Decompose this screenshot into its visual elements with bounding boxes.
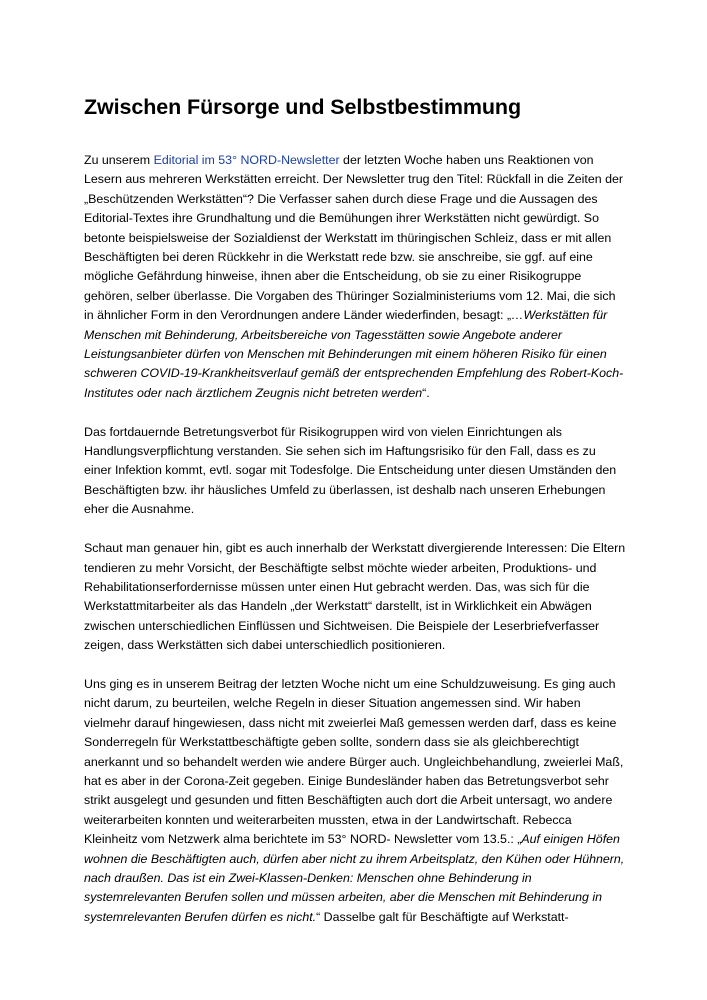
paragraph-1-intro: Zu unserem xyxy=(84,153,154,167)
page-title: Zwischen Fürsorge und Selbstbestimmung xyxy=(84,95,522,119)
paragraph-1-end: “. xyxy=(422,385,430,400)
paragraph-4-text: Uns ging es in unserem Beitrag der letzten Woche nicht um eine Schuldzuweisung. Es ging auch nicht darum, zu beurteilen, welche Regeln in dieser Situation angemessen sind. Wir haben vielmehr darauf hingewiesen, dass nicht mit zweierlei Maß gemessen werden darf, dass es keine Sonderregeln für Werkstattbeschäftigte geben sollte, sondern dass sie als gleichberechtigt anerkannt und so behandelt werden wie andere Bürger auch. Ungleichbehandlung, zweierlei Maß, hat es aber in der Corona-Zeit gegeben. Einige Bundesländer haben das Betretungsverbot sehr strikt ausgelegt und gesunden und fitten Beschäftigten auch dort die Arbeit untersagt, wo andere weiterarbeiten konnten und weiterarbeiten mussten, etwa in der Landwirtschaft. Rebecca Kleinheitz vom Netzwerk alma berichtete im 53° NORD- Newsletter vom 13.5.: „ xyxy=(84,676,624,847)
paragraph-3: Schaut man genauer hin, gibt es auch innerhalb der Werkstatt divergierende Interessen: Die Eltern tendieren zu mehr Vorsicht, der Beschäftigte selbst möchte wieder arbeiten, Produktions- und Rehabilitationserfordernisse müssen unter einen Hut gebracht werden. Das, was sich für die Werkstattmitarbeiter als das Handeln „der Werkstatt“ darstellt, ist in Wirklichkeit ein Abwägen zwischen unterschiedlichen Einflüssen und Sichtweisen. Die Beispiele der Leserbriefverfasser zeigen, dass Werkstätten sich dabei unterschiedlich positionieren. xyxy=(84,541,626,653)
editorial-newsletter-link[interactable]: Editorial im 53° NORD-Newsletter xyxy=(153,153,340,167)
paragraph-4-quote: Auf einigen Höfen wohnen die Beschäftigten auch, dürfen aber nicht zu ihrem Arbeitsplatz, den Kühen oder Hühnern, nach draußen. Das ist ein Zwei-Klassen-Denken: Menschen ohne Behinderung in systemrelevanten Berufen sollen und müssen arbeiten, aber die Menschen mit Behinderung in systemrelevanten Berufen dürfen es nicht. xyxy=(84,832,625,924)
paragraph-4-end: “ Dasselbe galt für Beschäftigte auf Werkstatt- xyxy=(316,909,569,924)
paragraph-4 xyxy=(84,675,626,927)
paragraph-1-text: der letzten Woche haben uns Reaktionen von Lesern aus mehreren Werkstätten erreicht. Der Newsletter trug den Titel: Rückfall in die Zeiten der „Beschützenden Werkstätten“? Die Verfasser sahen durch diese Frage und die Aussagen des Editorial-Textes ihre Grundhaltung und die Bemühungen ihrer Werkstätten nicht gewürdigt. So betonte beispielsweise der Sozialdienst der Werkstatt im thüringischen Schleiz, dass er mit allen Beschäftigten bei deren Rückkehr in die Werkstatt rede bzw. sie anschreibe, sie ggf. auf eine mögliche Gefährdung hinweise, ihnen aber die Entscheidung, ob sie zu einer Risikogruppe gehören, selber überlasse. Die Vorgaben des Thüringer Sozialministeriums vom 12. Mai, die sich in ähnlicher Form in den Verordnungen andere Länder wiederfinden, besagt: „ xyxy=(84,153,624,323)
paragraph-1-quote: …Werkstätten für Menschen mit Behinderung, Arbeitsbereiche von Tagesstätten sowie Angebote anderer Leistungsanbieter dürfen von Menschen mit Behinderungen mit einem höheren Risiko für einen schweren COVID-19-Krankheitsverlauf gemäß der entsprechenden Empfehlung des Robert-Koch-Institutes oder nach ärztlichem Zeugnis nicht betreten werden xyxy=(84,308,624,400)
paragraph-1 xyxy=(84,151,626,403)
paragraph-2: Das fortdauernde Betretungsverbot für Risikogruppen wird von vielen Einrichtungen als Handlungsverpflichtung verstanden. Sie sehen sich im Haftungsrisiko für den Fall, dass es zu einer Infektion kommt, evtl. sogar mit Todesfolge. Die Entscheidung unter diesen Umständen den Beschäftigten bzw. ihr häusliches Umfeld zu überlassen, ist deshalb nach unseren Erhebungen eher die Ausnahme. xyxy=(84,424,617,517)
